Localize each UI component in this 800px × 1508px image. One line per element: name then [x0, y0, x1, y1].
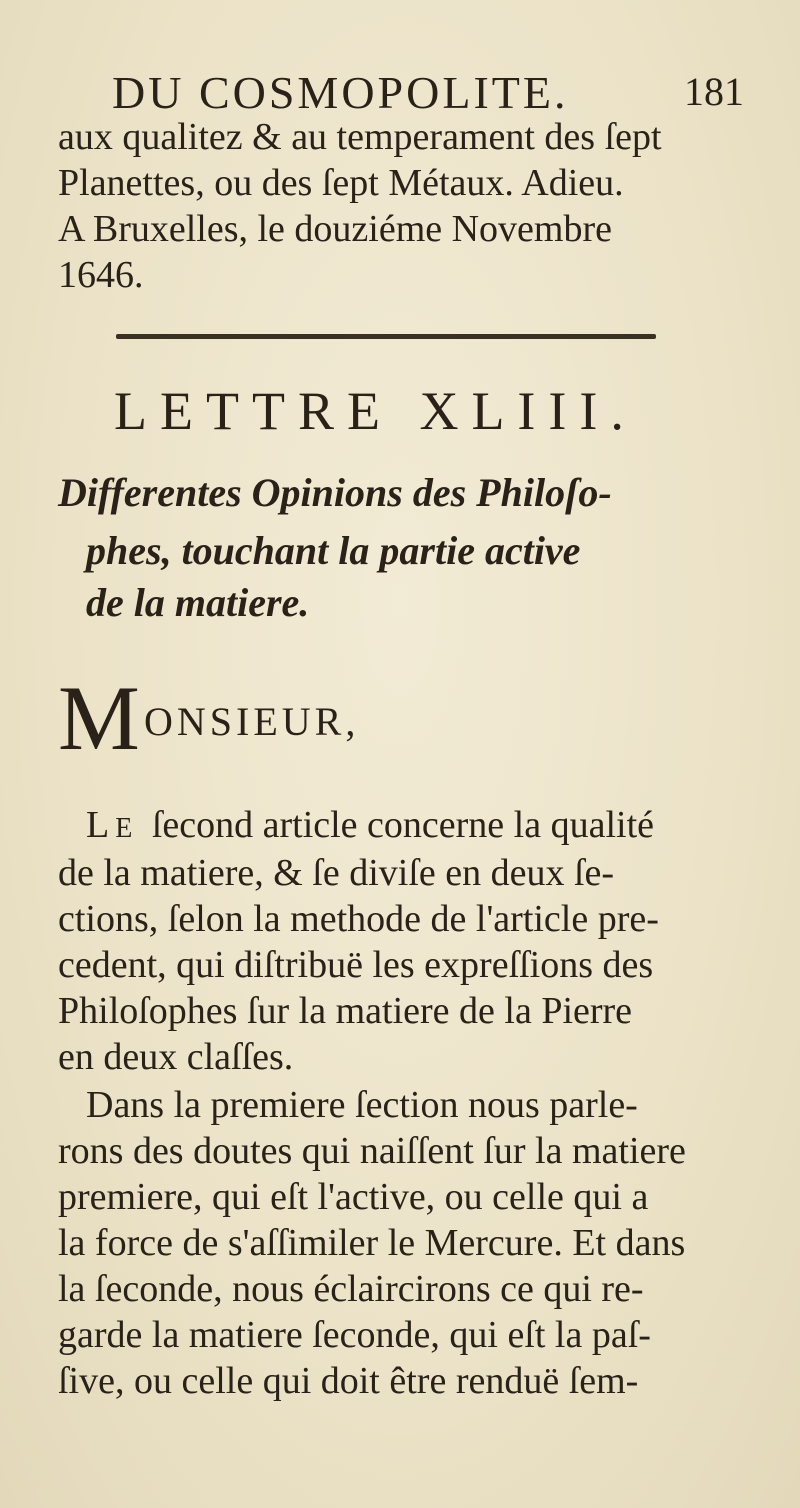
text-line: de la matiere, & ſe diviſe en deux ſe-: [58, 852, 615, 894]
text-line: la force de s'aſſimiler le Mercure. Et dans: [58, 1222, 686, 1264]
running-title: DU COSMOPOLITE.: [112, 67, 569, 118]
text-line: A Bruxelles, le douziéme Novembre: [58, 208, 613, 250]
text-line: ctions, ſelon la methode de l'article pre-: [58, 898, 659, 940]
first-line-text: ſecond article concerne la qualité: [151, 804, 654, 846]
summary-line: de la matiere.: [86, 580, 310, 625]
text-line: Planettes, ou des ſept Métaux. Adieu.: [58, 162, 624, 204]
first-letter-rest: E: [115, 813, 133, 844]
text-line: Philoſophes ſur la matiere de la Pierre: [58, 990, 633, 1032]
drop-initial: M: [58, 667, 140, 769]
text-line: garde la matiere ſeconde, qui eſt la paſ-: [58, 1314, 651, 1356]
first-letter: L: [86, 804, 110, 846]
text-line: 1646.: [58, 254, 144, 296]
text-line: en deux claſſes.: [58, 1036, 294, 1078]
text-line: rons des doutes qui naiſſent ſur la matiere: [58, 1130, 686, 1172]
text-line: ſive, ou celle qui doit être renduë ſem-: [58, 1360, 639, 1402]
summary-line: Differentes Opinions des Philoſo-: [58, 470, 612, 515]
text-line: premiere, qui eſt l'active, ou celle qui a: [58, 1176, 649, 1218]
text-line: la ſeconde, nous éclaircirons ce qui re-: [58, 1268, 644, 1310]
letter-heading: LETTRE XLIII.: [114, 381, 637, 441]
page-number: 181: [684, 69, 744, 114]
text-line: cedent, qui diſtribuë les expreſſions des: [58, 944, 654, 986]
paragraph-first-line: [86, 802, 654, 852]
text-line: Dans la premiere ſection nous parle-: [86, 1084, 638, 1126]
salutation-text: ONSIEUR,: [144, 699, 360, 744]
running-head: [112, 66, 744, 118]
section-rule: [116, 334, 656, 339]
summary-line: phes, touchant la partie active: [86, 528, 581, 573]
text-line: aux qualitez & au temperament des ſept: [58, 116, 662, 158]
